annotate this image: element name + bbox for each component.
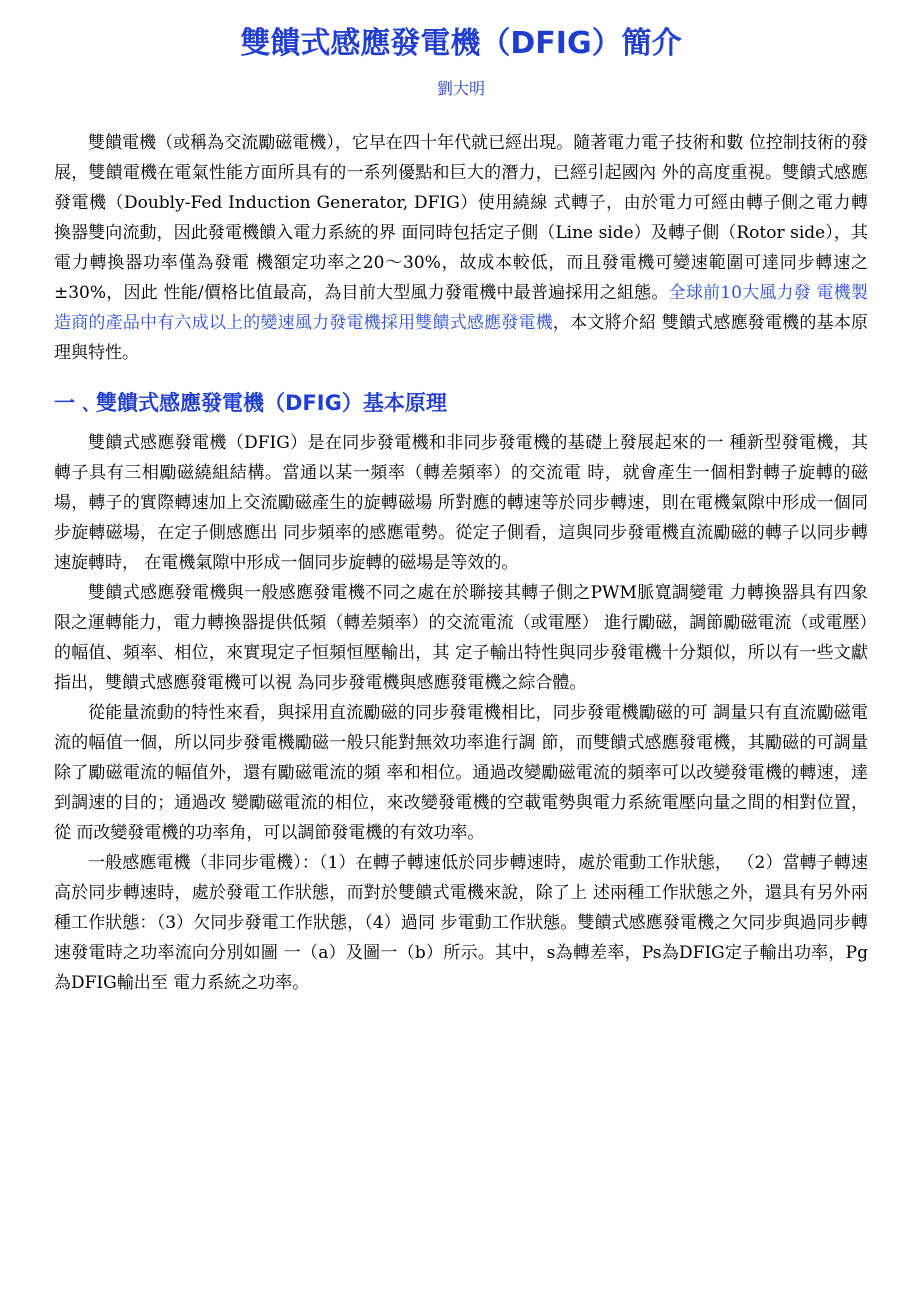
body-paragraph-2: 雙饋式感應發電機與一般感應發電機不同之處在於聯接其轉子側之PWM脈寬調變電 力轉換器具有四象限之運轉能力，電力轉換器提供低頻（轉差頻率）的交流電流（或電壓） 進行勵磁，調節勵磁電流（或電壓）的幅值、頻率、相位，來實現定子恒頻恒壓輸出，其 定子輸出特性與同步發電機十分類似，所以有一些文獻指出，雙饋式感應發電機可以視 為同步發電機與感應發電機之綜合體。 — [54, 583, 868, 693]
body-paragraph-1: 雙饋式感應發電機（DFIG）是在同步發電機和非同步發電機的基礎上發展起來的一 種新型發電機，其轉子具有三相勵磁繞組結構。當通以某一頻率（轉差頻率）的交流電 時，就會產生一個相對轉子旋轉的磁場，轉子的實際轉速加上交流勵磁產生的旋轉磁場 所對應的轉速等於同步轉速，則在電機氣隙中形成一個同步旋轉磁場，在定子側感應出 同步頻率的感應電勢。從定子側看，這與同步發電機直流勵磁的轉子以同步轉速旋轉時， 在電機氣隙中形成一個同步旋轉的磁場是等效的。 — [54, 433, 868, 573]
intro-paragraph — [54, 128, 868, 368]
intro-text: 雙饋電機（或稱為交流勵磁電機），它早在四十年代就已經出現。隨著電力電子技術和數 位控制技術的發展，雙饋電機在電氣性能方面所具有的一系列優點和巨大的潛力，已經引起國內 外的高度重視。雙饋式感應發電機（Doubly-Fed Induction Generator, DFIG）使用繞線 式轉子，由於電力可經由轉子側之電力轉換器雙向流動，因此發電機饋入電力系統的界 面同時包括定子側（Line side）及轉子側（Rotor side），其電力轉換器功率僅為發電 機額定功率之20～30%，故成本較低，而且發電機可變速範圍可達同步轉速之±30%，因此 性能/價格比值最高，為目前大型風力發電機中最普遍採用之組態。 — [54, 133, 868, 303]
intro-text-end: ，本文將介紹 雙饋式感應發電機的基本原理與特性。 — [54, 313, 868, 363]
document-page — [54, 22, 868, 998]
body-paragraph-3: 從能量流動的特性來看，與採用直流勵磁的同步發電機相比，同步發電機勵磁的可 調量只有直流勵磁電流的幅值一個，所以同步發電機勵磁一般只能對無效功率進行調 節，而雙饋式感應發電機，其勵磁的可調量除了勵磁電流的幅值外，還有勵磁電流的頻 率和相位。通過改變勵磁電流的頻率可以改變發電機的轉速，達到調速的目的；通過改 變勵磁電流的相位，來改變發電機的空載電勢與電力系統電壓向量之間的相對位置，從 而改變發電機的功率角，可以調節發電機的有效功率。 — [54, 703, 868, 843]
intro-highlight: 全球前10大風力發 電機製造商的產品中有六成以上的變速風力發電機採用雙饋式感應發電機 — [54, 283, 868, 333]
body-paragraph-4: 一般感應電機（非同步電機）：（1）在轉子轉速低於同步轉速時，處於電動工作狀態， （2）當轉子轉速高於同步轉速時，處於發電工作狀態，而對於雙饋式電機來說，除了上 述兩種工作狀態之外，還具有另外兩種工作狀態：（3）欠同步發電工作狀態，（4）過同 步電動工作狀態。雙饋式感應發電機之欠同步與過同步轉速發電時之功率流向分別如圖 一（a）及圖一（b）所示。其中，s為轉差率，Ps為DFIG定子輸出功率，Pg為DFIG輸出至 電力系統之功率。 — [54, 853, 868, 993]
author-name: 劉大明 — [436, 79, 485, 98]
document-title: 雙饋式感應發電機（DFIG）簡介 — [240, 26, 682, 61]
section-heading: 一﹑雙饋式感應發電機（DFIG）基本原理 — [54, 391, 447, 415]
